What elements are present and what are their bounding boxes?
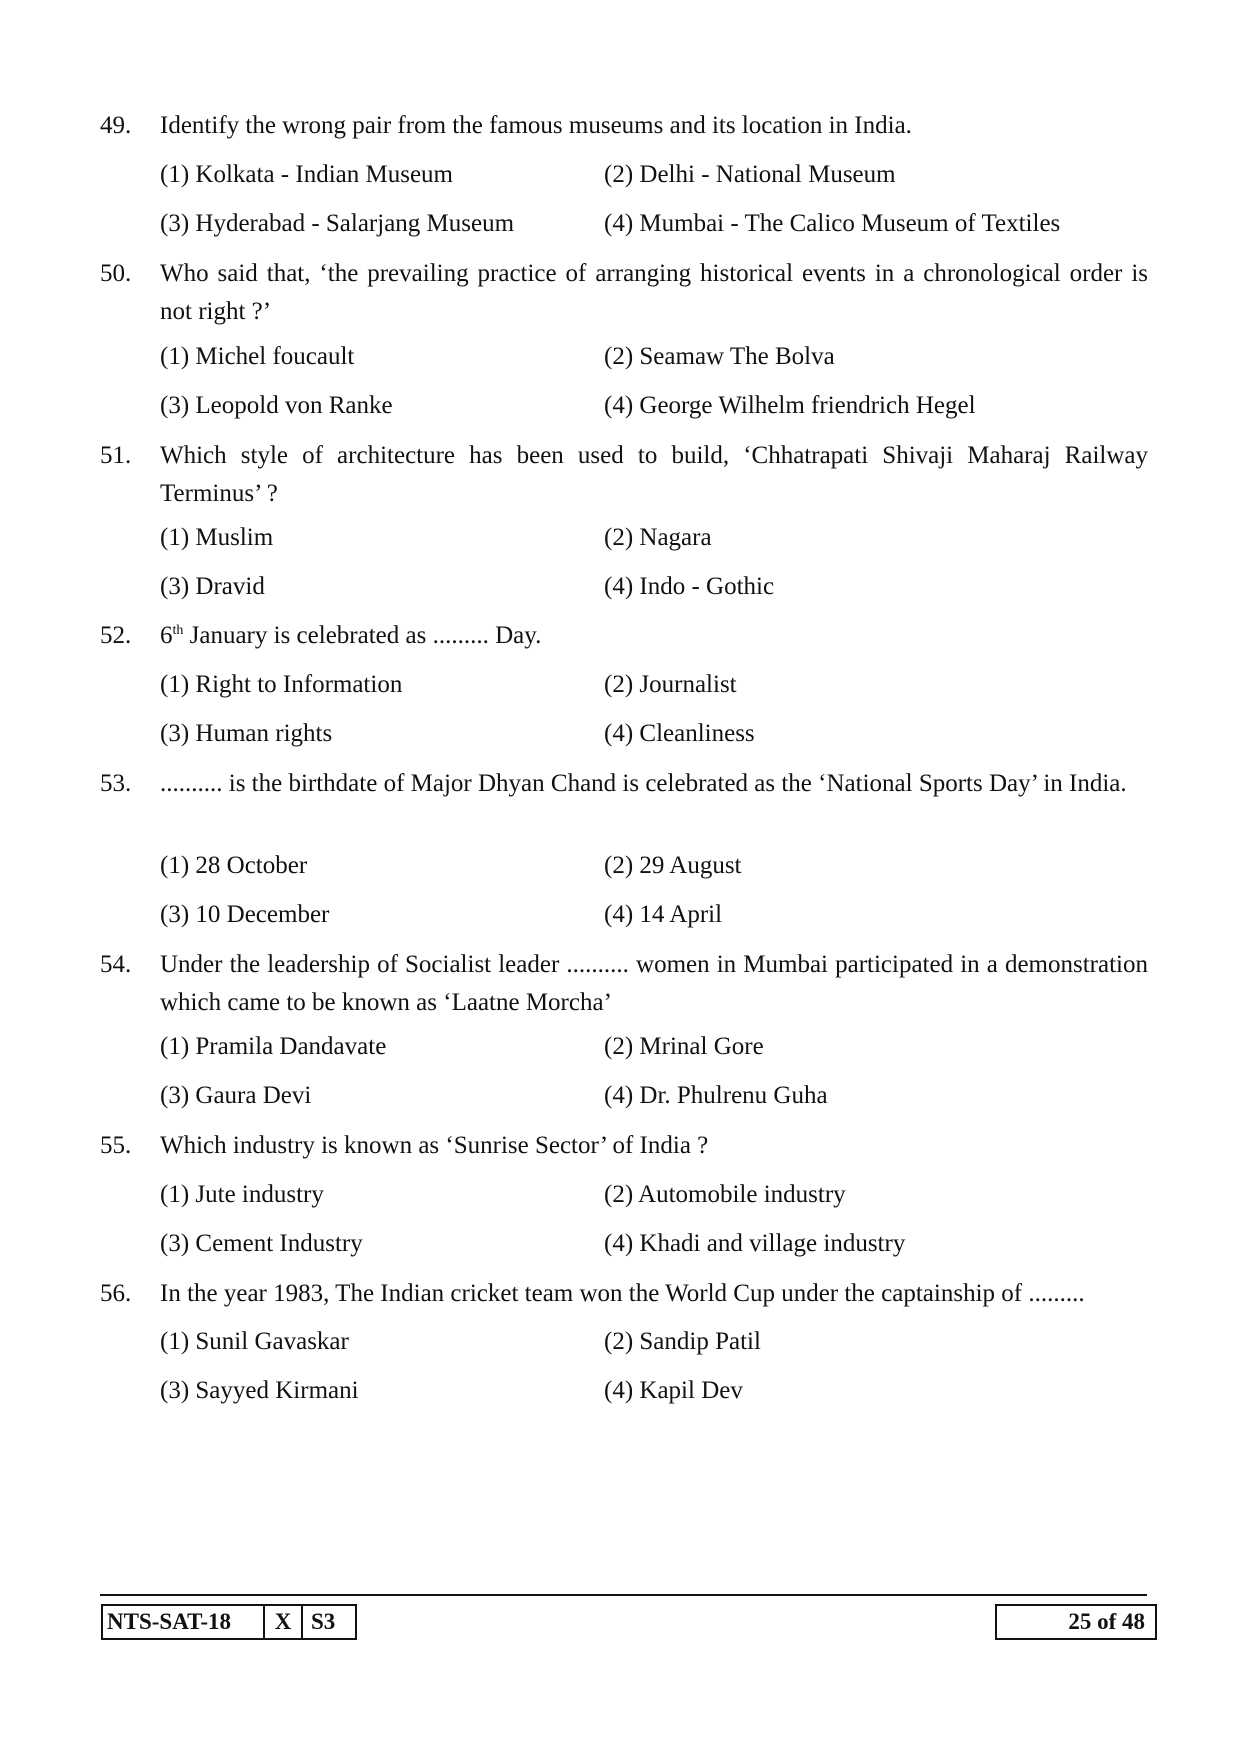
question-number: 50. xyxy=(100,260,132,287)
options-row xyxy=(160,159,1148,191)
option-4: (4) Khadi and village industry xyxy=(604,1230,906,1257)
option-1: (1) Kolkata - Indian Museum xyxy=(160,161,453,188)
options-row xyxy=(160,1179,1148,1211)
options-row xyxy=(160,522,1148,554)
options-row xyxy=(160,1228,1148,1260)
question-number: 54. xyxy=(100,951,132,978)
question-52 xyxy=(100,617,1148,655)
option-4: (4) Cleanliness xyxy=(604,720,755,747)
option-3: (3) Hyderabad - Salarjang Museum xyxy=(160,210,515,237)
options-row xyxy=(160,899,1148,931)
question-text: 6th January is celebrated as ......... Day. xyxy=(160,622,542,649)
question-text: In the year 1983, The Indian cricket team won the World Cup under the captainship of ......... xyxy=(160,1280,1085,1307)
question-number: 56. xyxy=(100,1280,132,1307)
class-code: X xyxy=(265,1606,303,1638)
options-row xyxy=(160,669,1148,701)
question-text: Which style of architecture has been used to build, ‘Chhatrapati Shivaji Maharaj Railway Terminus’ ? xyxy=(160,442,1148,507)
question-text: Under the leadership of Socialist leader .......... women in Mumbai participated in a demonstration which came to be known as ‘Laatne Morcha’ xyxy=(160,951,1148,1016)
question-49 xyxy=(100,107,1148,145)
option-3: (3) Sayyed Kirmani xyxy=(160,1377,359,1404)
question-56 xyxy=(100,1275,1148,1313)
option-2: (2) Seamaw The Bolva xyxy=(604,343,835,370)
option-1: (1) Michel foucault xyxy=(160,343,355,370)
option-3: (3) Gaura Devi xyxy=(160,1082,312,1109)
question-text: Which industry is known as ‘Sunrise Sector’ of India ? xyxy=(160,1132,709,1159)
options-row xyxy=(160,1375,1148,1407)
options-row xyxy=(160,208,1148,240)
options-row xyxy=(160,718,1148,750)
question-number: 53. xyxy=(100,770,132,797)
option-1: (1) Muslim xyxy=(160,524,274,551)
option-4: (4) Dr. Phulrenu Guha xyxy=(604,1082,828,1109)
page-number-box: 25 of 48 xyxy=(995,1604,1157,1640)
question-55 xyxy=(100,1127,1148,1165)
option-1: (1) Pramila Dandavate xyxy=(160,1033,387,1060)
options-row xyxy=(160,1031,1148,1063)
exam-code: NTS-SAT-18 xyxy=(103,1606,265,1638)
option-2: (2) 29 August xyxy=(604,852,742,879)
option-2: (2) Nagara xyxy=(604,524,712,551)
option-3: (3) Cement Industry xyxy=(160,1230,363,1257)
option-1: (1) 28 October xyxy=(160,852,308,879)
option-2: (2) Sandip Patil xyxy=(604,1328,761,1355)
option-3: (3) Dravid xyxy=(160,573,265,600)
option-4: (4) Kapil Dev xyxy=(604,1377,743,1404)
option-2: (2) Journalist xyxy=(604,671,737,698)
option-1: (1) Jute industry xyxy=(160,1181,324,1208)
option-3: (3) Human rights xyxy=(160,720,333,747)
question-number: 51. xyxy=(100,442,132,469)
option-1: (1) Sunil Gavaskar xyxy=(160,1328,349,1355)
options-row xyxy=(160,850,1148,882)
footer-divider xyxy=(100,1594,1147,1596)
option-4: (4) Mumbai - The Calico Museum of Textiles xyxy=(604,210,1061,237)
option-2: (2) Mrinal Gore xyxy=(604,1033,764,1060)
question-53 xyxy=(100,765,1148,803)
option-4: (4) George Wilhelm friendrich Hegel xyxy=(604,392,976,419)
set-code: S3 xyxy=(311,1609,336,1634)
options-row xyxy=(160,390,1148,422)
options-row xyxy=(160,571,1148,603)
question-51 xyxy=(100,437,1148,513)
question-text: .......... is the birthdate of Major Dhyan Chand is celebrated as the ‘National Sports Day’ in India. xyxy=(160,770,1127,797)
option-1: (1) Right to Information xyxy=(160,671,403,698)
question-number: 49. xyxy=(100,112,132,139)
question-text: Who said that, ‘the prevailing practice of arranging historical events in a chronological order is not right ?’ xyxy=(160,260,1148,325)
option-4: (4) 14 April xyxy=(604,901,723,928)
question-50 xyxy=(100,255,1148,331)
question-text: Identify the wrong pair from the famous museums and its location in India. xyxy=(160,112,912,139)
question-54 xyxy=(100,946,1148,1022)
option-4: (4) Indo - Gothic xyxy=(604,573,775,600)
options-row xyxy=(160,1326,1148,1358)
question-number: 52. xyxy=(100,622,132,649)
option-2: (2) Automobile industry xyxy=(604,1181,846,1208)
options-row xyxy=(160,1080,1148,1112)
exam-code-box xyxy=(101,1604,357,1640)
option-2: (2) Delhi - National Museum xyxy=(604,161,896,188)
option-3: (3) 10 December xyxy=(160,901,330,928)
question-number: 55. xyxy=(100,1132,132,1159)
options-row xyxy=(160,341,1148,373)
option-3: (3) Leopold von Ranke xyxy=(160,392,393,419)
